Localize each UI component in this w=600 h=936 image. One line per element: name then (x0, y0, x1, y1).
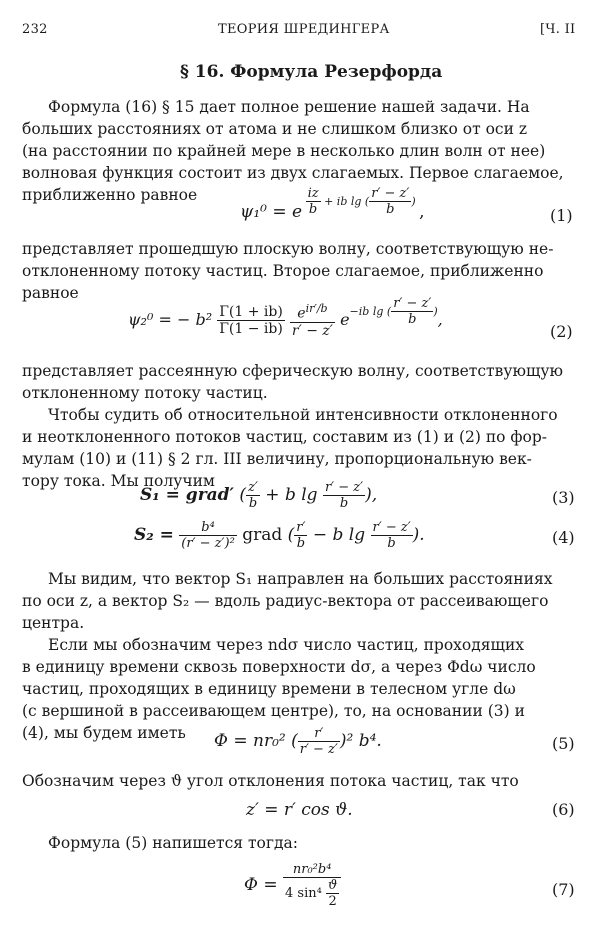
text-line: (на расстоянии по крайней мере в несколько длин волн от нее) (22, 142, 546, 160)
equation-6: z′ = r′ cos ϑ. (246, 800, 353, 820)
section-title: § 16. Формула Резерфорда (180, 62, 443, 82)
equation-number: (5) (552, 734, 575, 753)
text-line: Мы видим, что вектор S₁ направлен на больших расстояниях (48, 570, 553, 588)
equation-number: (1) (550, 206, 573, 225)
equation-1: ψ₁⁰ = e $^{\frac{iz}{b} + ib lg ( \frac{r' - z'}{b} )}$ , (240, 186, 425, 223)
equation-4: S₂ = $\frac{\text{b⁴}}{\text{(r′ − z′)²}}$ grad ( $\frac{r'}{b}$ − b lg $\frac{r' - z'}{b}$ ). (134, 520, 425, 551)
text-line: (4), мы будем иметь (22, 724, 186, 742)
text-line: и неотклоненного потоков частиц, составим из (1) и (2) по фор- (22, 428, 548, 446)
text-line: равное (22, 284, 79, 302)
text-line: приближенно равное (22, 186, 198, 204)
text-line: Чтобы судить об относительной интенсивности отклоненного (48, 406, 558, 424)
text-line: представляет прошедшую плоскую волну, соответствующую не- (22, 240, 554, 258)
page-number: 232 (22, 22, 48, 37)
text-line: Обозначим через ϑ угол отклонения потока частиц, так что (22, 772, 519, 790)
text-line: частиц, проходящих в единицу времени в телесном угле dω (22, 680, 516, 698)
text-line: волновая функция состоит из двух слагаемых. Первое слагаемое, (22, 164, 564, 182)
equation-2: ψ₂⁰ = − b² $\frac{\Gamma(1 + ib)}{\Gamma(1 - ib)}$ $\frac{e^{ir'/b}}{r' - z'}$ $e^{-ib lg ( \frac{r' - z'}{b} )}$, (128, 296, 443, 339)
equation-number: (7) (552, 880, 575, 899)
text-line: отклоненному потоку частиц. (22, 384, 268, 402)
equation-5: Φ = nr₀² ( $\frac{r'}{r' - z'}$ )² b⁴. (214, 726, 382, 757)
equation-3: S₁ = grad′ ( $\frac{z'}{b}$ + b lg $\frac{r' - z'}{b}$ ), (140, 480, 378, 511)
equation-number: (4) (552, 528, 575, 547)
text-line: Формула (5) напишется тогда: (48, 834, 299, 852)
text-line: больших расстояниях от атома и не слишком близко от оси z (22, 120, 528, 138)
text-line: в единицу времени сквозь поверхности dσ, а через Φdω число (22, 658, 536, 676)
text-line: центра. (22, 614, 85, 632)
text-line: тору тока. Мы получим (22, 472, 215, 490)
text-line: представляет рассеянную сферическую волну, соответствующую (22, 362, 563, 380)
text-line: отклоненному потоку частиц. Второе слагаемое, приближенно (22, 262, 544, 280)
equation-number: (6) (552, 800, 575, 819)
equation-number: (2) (550, 322, 573, 341)
text-line: Формула (16) § 15 дает полное решение нашей задачи. На (48, 98, 530, 116)
chapter-label: [Ч. II (540, 22, 576, 37)
equation-number: (3) (552, 488, 575, 507)
text-line: мулам (10) и (11) § 2 гл. III величину, пропорциональную век- (22, 450, 532, 468)
text-line: Если мы обозначим через ndσ число частиц, проходящих (48, 636, 525, 654)
text-line: по оси z, а вектор S₂ — вдоль радиус-вектора от рассеивающего (22, 592, 549, 610)
text-line: (с вершиной в рассеивающем центре), то, на основании (3) и (22, 702, 525, 720)
equation-7: Φ = nr₀²b⁴ 4 sin⁴ $\frac{ϑ}{2}$ (244, 862, 341, 909)
running-title: ТЕОРИЯ ШРЕДИНГЕРА (218, 22, 390, 37)
